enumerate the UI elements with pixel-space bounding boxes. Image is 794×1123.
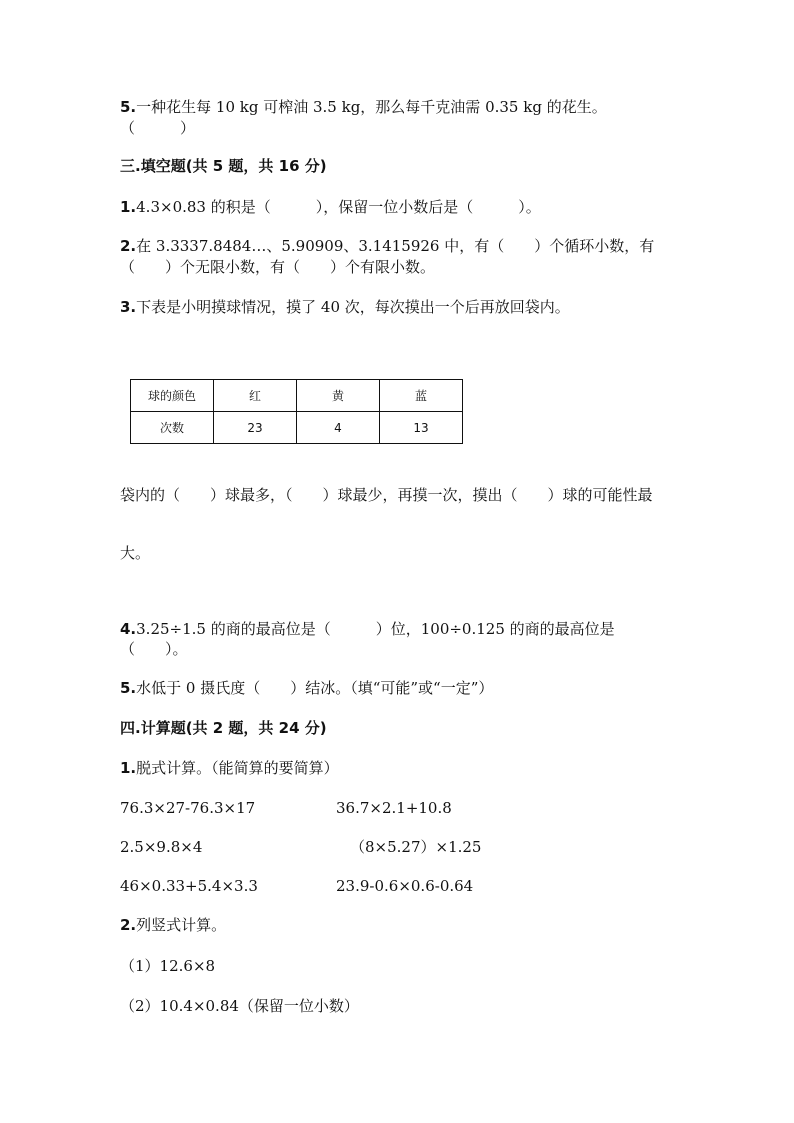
question-3-continuation-end: 大。 [120,544,151,562]
table-row [131,412,463,444]
fill-question-1 [120,196,541,218]
table-cell: 红 [214,380,297,412]
ball-draw-table [130,379,463,444]
calc-item: 46×0.33+5.4×3.3 [120,877,258,895]
question-text-line1: 3.25÷1.5 的商的最高位是（ ）位，100÷0.125 的商的最高位是 [136,620,615,638]
question-number: 2. [120,916,137,934]
calc-item: 76.3×27-76.3×17 [120,799,256,817]
table-cell: 4 [297,412,380,444]
table-header-row [131,380,463,412]
question-text-line2: （ ）。 [120,640,188,658]
question-text-line2: （ ）个无限小数，有（ ）个有限小数。 [120,258,436,276]
question-number: 2. [120,237,137,255]
table-cell: 13 [380,412,463,444]
question-text: 下表是小明摸球情况，摸了 40 次，每次摸出一个后再放回袋内。 [136,298,570,316]
question-number: 1. [120,759,137,777]
calc-item: （8×5.27）×1.25 [350,838,482,856]
question-number: 5. [120,98,137,116]
question-5-judgement [120,96,607,118]
calc-item: 23.9-0.6×0.6-0.64 [336,877,474,895]
fill-question-2 [120,235,654,257]
section-title-calculation: 四.计算题(共 2 题，共 24 分) [120,719,327,737]
table-cell: 23 [214,412,297,444]
fill-question-5 [120,677,493,699]
calc-item: 36.7×2.1+10.8 [336,799,452,817]
vertical-calc-item: （1）12.6×8 [120,957,216,975]
question-text: 列竖式计算。 [136,916,227,934]
calc-item: 2.5×9.8×4 [120,838,203,856]
question-text-line1: 在 3.3337.8484…、5.90909、3.1415926 中，有（ ）个循环小数，有 [136,237,655,255]
question-text: 一种花生每 10 kg 可榨油 3.5 kg，那么每千克油需 0.35 kg 的花生。 [136,98,607,116]
question-number: 1. [120,198,137,216]
answer-blank: （ ） [120,119,196,137]
question-number: 3. [120,298,137,316]
table-cell: 蓝 [380,380,463,412]
table-cell: 黄 [297,380,380,412]
table-cell: 球的颜色 [131,380,214,412]
question-text: 脱式计算。（能简算的要简算） [136,759,339,777]
calc-question-1 [120,757,339,779]
fill-question-4 [120,618,615,640]
question-text: 水低于 0 摄氏度（ ）结冰。（填“可能”或“一定”） [136,679,494,697]
table-cell: 次数 [131,412,214,444]
fill-question-3 [120,296,570,318]
question-number: 4. [120,620,137,638]
section-title-fill-in: 三.填空题(共 5 题，共 16 分) [120,157,327,175]
calc-question-2 [120,914,226,936]
question-3-continuation: 袋内的（ ）球最多，（ ）球最少，再摸一次，摸出（ ）球的可能性最 [120,486,653,504]
vertical-calc-item: （2）10.4×0.84（保留一位小数） [120,997,359,1015]
question-text: 4.3×0.83 的积是（ ），保留一位小数后是（ ）。 [136,198,541,216]
question-number: 5. [120,679,137,697]
